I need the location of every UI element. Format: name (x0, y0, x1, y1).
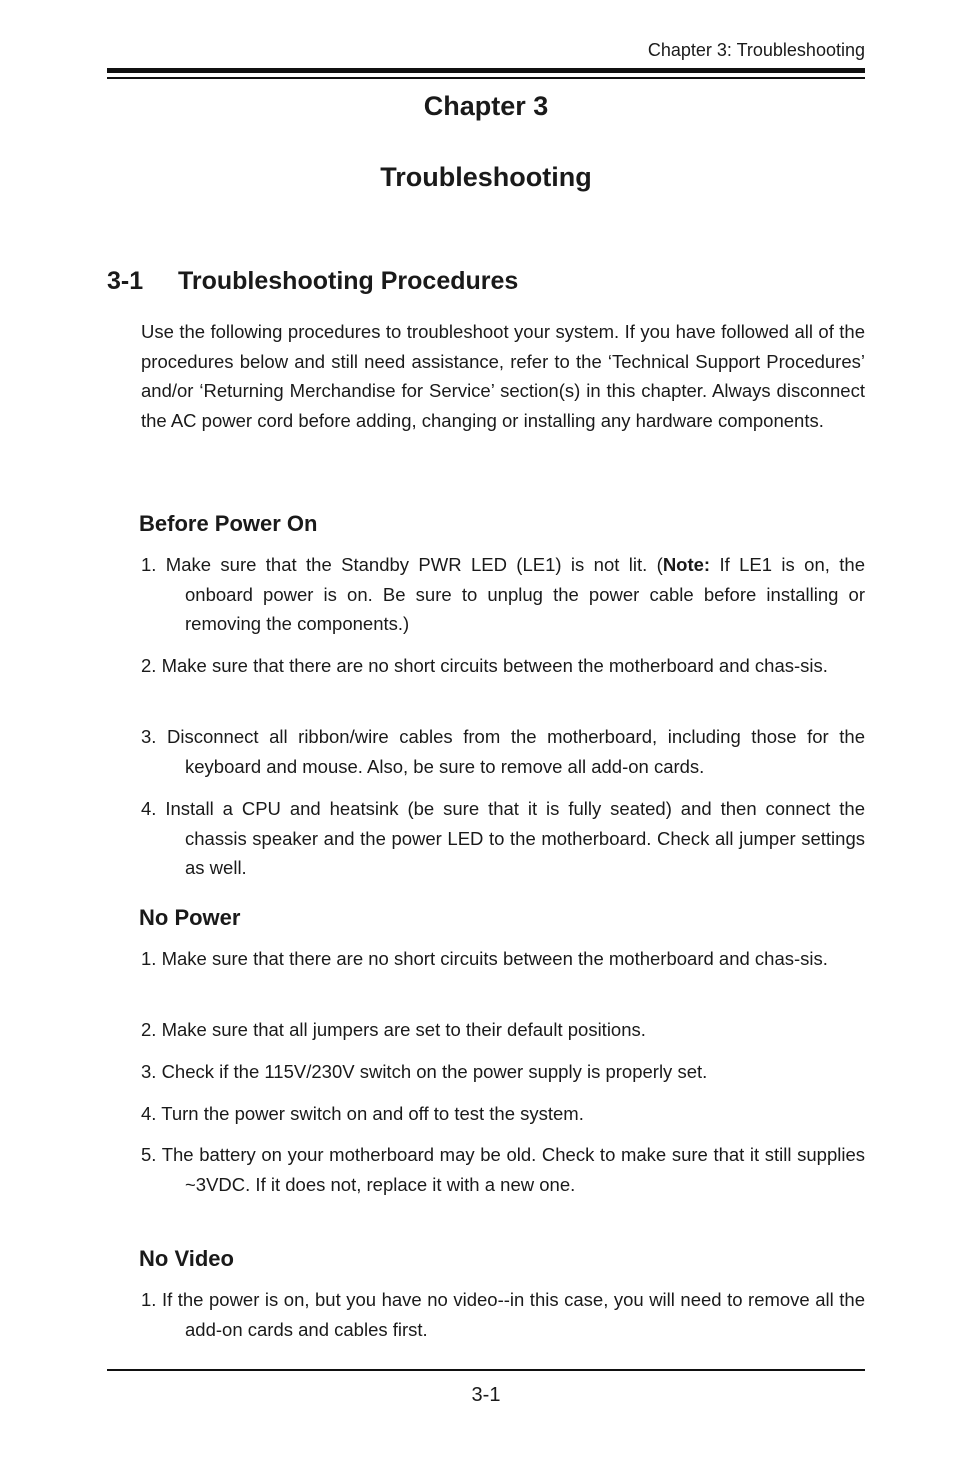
item-text: If LE1 is on, the onboard power is on. Be sure to unplug the power cable before installing or removing the components.) (185, 554, 865, 634)
no-video-heading: No Video (139, 1246, 234, 1271)
section-number: 3-1 (107, 267, 144, 295)
running-header: Chapter 3: Troubleshooting (647, 40, 865, 60)
before-power-on-item-4: 4. Install a CPU and heatsink (be sure that it is fully seated) and then connect the chassis speaker and the power LED to the motherboard. Check all jumper settings as well. (141, 798, 865, 878)
chapter-title: Troubleshooting (380, 162, 592, 192)
no-power-item-5: 5. The battery on your motherboard may be old. Check to make sure that it still supplies ~3VDC. If it does not, replace it with a new one. (141, 1144, 865, 1195)
no-power-item-2: 2. Make sure that all jumpers are set to their default positions. (141, 1019, 646, 1040)
no-video-item-1: 1. If the power is on, but you have no video--in this case, you will need to remove all the add-on cards and cables first. (141, 1289, 865, 1340)
header-rule-thin (107, 77, 865, 79)
section-title: Troubleshooting Procedures (178, 267, 519, 295)
page-number: 3-1 (471, 1384, 501, 1406)
header-rule-thick (107, 68, 865, 73)
no-power-item-1: 1. Make sure that there are no short circuits between the motherboard and chas-sis. (141, 948, 828, 969)
no-power-item-4: 4. Turn the power switch on and off to test the system. (141, 1103, 584, 1124)
chapter-number: Chapter 3 (423, 91, 549, 121)
before-power-on-item-2: 2. Make sure that there are no short circuits between the motherboard and chas-sis. (141, 655, 828, 676)
before-power-on-item-3: 3. Disconnect all ribbon/wire cables from the motherboard, including those for the keyboard and mouse. Also, be sure to remove all add-on cards. (141, 726, 865, 777)
before-power-on-heading: Before Power On (139, 511, 318, 536)
note-label: Note: (662, 554, 711, 575)
no-power-heading: No Power (139, 905, 241, 930)
item-text: 1. Make sure that the Standby PWR LED (LE1) is not lit. ( (141, 554, 663, 575)
section-heading (107, 267, 518, 296)
no-power-item-3: 3. Check if the 115V/230V switch on the power supply is properly set. (141, 1061, 708, 1082)
footer-rule (107, 1369, 865, 1371)
before-power-on-item-1 (141, 550, 865, 639)
intro-paragraph: Use the following procedures to troubleshoot your system. If you have followed all of the procedures below and still need assistance, refer to the ‘Technical Support Procedures’ and/or ‘Returning Merchandise for Service’ section(s) in this chapter. Always disconnect the AC power cord before adding, changing or installing any hardware components. (141, 321, 865, 431)
